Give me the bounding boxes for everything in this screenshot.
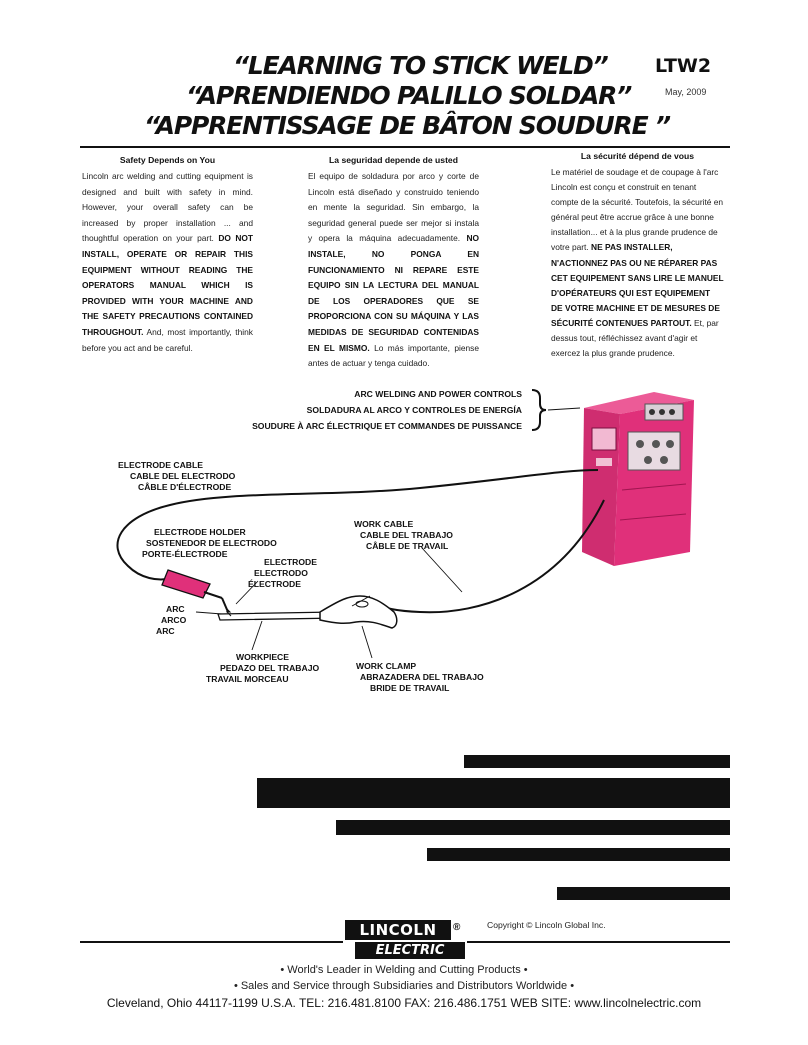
label-controls-es: SOLDADURA AL ARCO Y CONTROLES DE ENERGÍA (306, 405, 522, 415)
label-controls (252, 386, 522, 434)
electrode-rod (222, 598, 228, 612)
safety-warning-french: NE PAS INSTALLER, N'ACTIONNEZ PAS OU NE RÉPARER PAS CET EQUIPEMENT SANS LIRE LE MANUEL D'OPÉRATEURS QUI EST EQUIPEMENT DE VOTRE MACHINE ET DE MESURES DE SÉCURITÉ CONTENUES PARTOUT. (551, 242, 724, 328)
safety-column-french (551, 150, 724, 361)
welding-machine (582, 392, 694, 566)
copyright-notice: Copyright © Lincoln Global Inc. (487, 920, 606, 930)
safety-warning-english: DO NOT INSTALL, OPERATE OR REPAIR THIS EQUIPMENT WITHOUT READING THE OPERATORS MANUAL WHICH IS PROVIDED WITH YOUR MACHINE AND THE SAFETY PRECAUTIONS CONTAINED THROUGHOUT. (82, 233, 253, 337)
lincoln-electric-logo (343, 918, 467, 962)
safety-text-french: Le matériel de soudage et de coupage à l'arc Lincoln est conçu et construit en tenant compte de la sécurité. Toutefois, la sécurité en général peut être accrue grâce à une bonne installation... et à la plus grande prudence de votre part. (551, 167, 724, 253)
label-arc: ARC ARCO ARC (156, 604, 187, 636)
logo-registered-mark: ® (453, 922, 461, 933)
black-bar-5 (557, 887, 730, 900)
label-work-cable: WORK CABLE CABLE DEL TRABAJO CÂBLE DE TRAVAIL (354, 519, 453, 551)
label-work-clamp: WORK CLAMP ABRAZADERA DEL TRABAJO BRIDE DE TRAVAIL (356, 661, 484, 693)
safety-heading-spanish: La seguridad depende de usted (329, 155, 458, 165)
safety-text-english: Lincoln arc welding and cutting equipment is designed and built with safety in mind. However, your overall safety can be increased by proper installation ... and thoughtful operation on your part. (82, 171, 253, 244)
black-bar-4 (427, 848, 730, 861)
safety-closing-english: And, most importantly, think before you act and be careful. (82, 326, 253, 353)
document-code: LTW2 (655, 55, 712, 77)
work-cable (375, 500, 604, 612)
label-electrode-holder: ELECTRODE HOLDER SOSTENEDOR DE ELECTRODO PORTE-ÉLECTRODE (142, 527, 277, 559)
title-english: “LEARNING TO STICK WELD” (233, 51, 608, 80)
label-controls-fr: SOUDURE À ARC ÉLECTRIQUE ET COMMANDES DE PUISSANCE (252, 421, 522, 431)
black-bar-3 (336, 820, 730, 835)
black-bar-2 (257, 778, 730, 808)
controls-brace (532, 390, 546, 430)
black-bar-1 (464, 755, 730, 768)
safety-heading-french: La sécurité dépend de vous (580, 151, 695, 161)
title-french: “APPRENTISSAGE DE BÂTON SOUDURE ” (144, 111, 670, 140)
document-date: May, 2009 (665, 87, 707, 97)
label-electrode-cable: ELECTRODE CABLE CABLE DEL ELECTRODO CÂBLE D'ÉLECTRODE (118, 460, 236, 492)
work-clamp (320, 596, 397, 628)
safety-closing-spanish: Lo más importante, piense antes de actuar y tenga cuidado. (308, 342, 479, 369)
label-controls-en: ARC WELDING AND POWER CONTROLS (354, 389, 522, 399)
header-rule (80, 146, 730, 148)
title-spanish: “APRENDIENDO PALILLO SOLDAR” (186, 81, 632, 110)
label-workpiece: WORKPIECE PEDAZO DEL TRABAJO TRAVAIL MORCEAU (206, 652, 320, 684)
logo-bottom: ELECTRIC (355, 942, 465, 959)
safety-text-spanish: El equipo de soldadura por arco y corte de Lincoln está diseñado y construido teniendo en mente la seguridad. Sin embargo, la seguridad general puede ser mejor si instala y opera la máquina adecuadamente. (308, 171, 479, 244)
logo-top: LINCOLN (345, 920, 451, 940)
safety-column-spanish (308, 154, 479, 372)
safety-closing-french: Et, par dessus tout, réfléchissez avant d'agir et exercez la plus grande prudence. (551, 317, 719, 359)
safety-warning-spanish: NO INSTALE, NO PONGA EN FUNCIONAMIENTO NI REPARE ESTE EQUIPO SIN LA LECTURA DEL MANUAL DE LOS OPERADORES QUE SE PROPORCIONA CON SU MÁQUINA Y LAS MEDIDAS DE SEGURIDAD CONTENIDAS EN EL MISMO. (308, 233, 479, 353)
footer-contact: Cleveland, Ohio 44117-1199 U.S.A. TEL: 216.481.8100 FAX: 216.486.1751 WEB SITE: www.lincolnelectric.com (106, 996, 702, 1010)
safety-heading-english: Safety Depends on You (119, 155, 216, 165)
footer-service: • Sales and Service through Subsidiaries and Distributors Worldwide • (233, 980, 575, 992)
label-electrode: ELECTRODE ELECTRODO ÉLECTRODE (248, 557, 317, 589)
safety-column-english (82, 154, 253, 356)
controls-leader (548, 408, 580, 410)
footer-tagline: • World's Leader in Welding and Cutting Products • (280, 964, 528, 976)
